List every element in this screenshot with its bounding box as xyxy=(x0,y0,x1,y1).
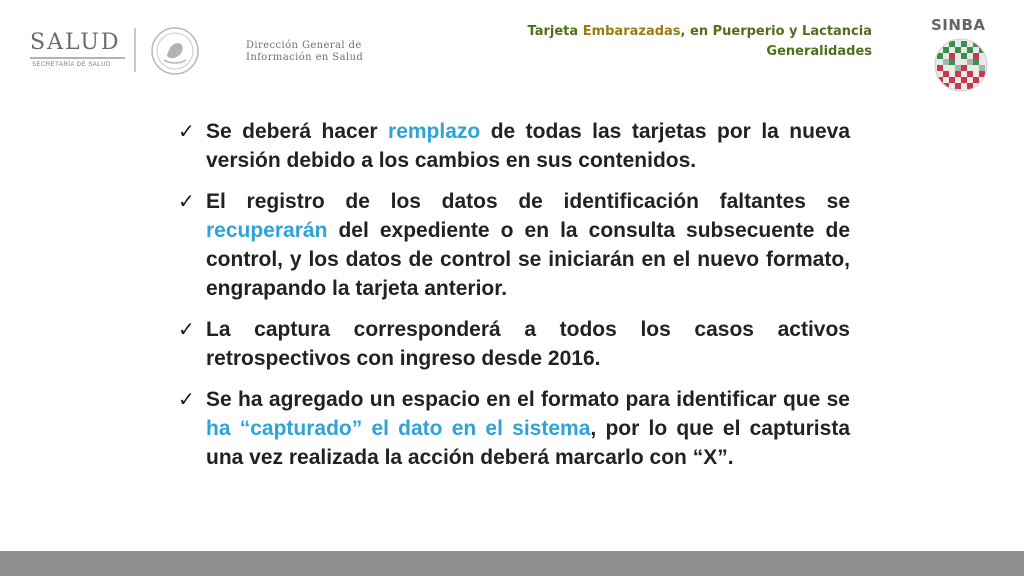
bullet-text-part: del expediente o en la consulta subsecuente de control, y los datos de control se iniciarán en el nuevo formato, engrapando la tarjeta anterior. xyxy=(206,219,850,300)
bullet-text-part: Se ha agregado un espacio en el formato para identificar que se xyxy=(206,388,850,411)
slide-subtitle: Generalidades xyxy=(766,44,872,59)
dgis-logo-text xyxy=(246,40,363,64)
bullet-text-part: , por lo que el capturista una vez realizada la acción deberá marcarlo con “X”. xyxy=(206,417,850,469)
checkmark-icon: ✓ xyxy=(178,317,195,341)
bullet-text-part: El registro de los datos de identificación faltantes se xyxy=(206,190,850,213)
checkmark-icon: ✓ xyxy=(178,189,195,213)
slide-title xyxy=(528,22,872,42)
bullet-list xyxy=(178,117,850,484)
bullet-text xyxy=(206,187,850,303)
title-highlight: Embarazadas xyxy=(582,24,681,39)
bullet-text-part: de todas las tarjetas por la nueva versión debido a los cambios en sus contenidos. xyxy=(206,120,850,172)
salud-logo xyxy=(30,30,140,70)
checkmark-icon: ✓ xyxy=(178,119,195,143)
title-suffix: , en Puerperio y Lactancia xyxy=(680,24,872,39)
list-item xyxy=(178,187,850,303)
salud-logo-underline xyxy=(30,57,125,59)
checkmark-icon: ✓ xyxy=(178,387,195,411)
title-prefix: Tarjeta xyxy=(527,24,583,39)
bullet-text xyxy=(206,117,850,175)
slide-title-block xyxy=(528,22,872,62)
footer-bar xyxy=(0,551,1024,576)
bullet-highlight: ha “capturado” el dato en el sistema xyxy=(206,417,591,440)
mexico-seal-icon xyxy=(150,26,200,76)
dgis-line-2: Información en Salud xyxy=(246,52,364,63)
slide-header xyxy=(0,0,1024,100)
list-item xyxy=(178,385,850,472)
list-item xyxy=(178,117,850,175)
bullet-highlight: recuperarán xyxy=(206,219,328,242)
bullet-highlight: remplazo xyxy=(388,120,481,143)
dgis-line-1: Dirección General de xyxy=(246,40,362,51)
sinba-logo xyxy=(925,12,997,92)
list-item xyxy=(178,315,850,373)
sinba-logo-text: SINBA xyxy=(931,16,986,34)
salud-logo-subtitle: SECRETARÍA DE SALUD xyxy=(32,62,111,68)
bullet-text: La captura corresponderá a todos los casos activos retrospectivos con ingreso desde 2016. xyxy=(206,318,850,370)
sinba-globe-icon xyxy=(933,37,989,93)
salud-logo-text: SALUD xyxy=(30,30,121,55)
bullet-text-part: Se deberá hacer xyxy=(206,120,389,143)
header-divider xyxy=(134,28,136,72)
bullet-text xyxy=(206,385,850,472)
